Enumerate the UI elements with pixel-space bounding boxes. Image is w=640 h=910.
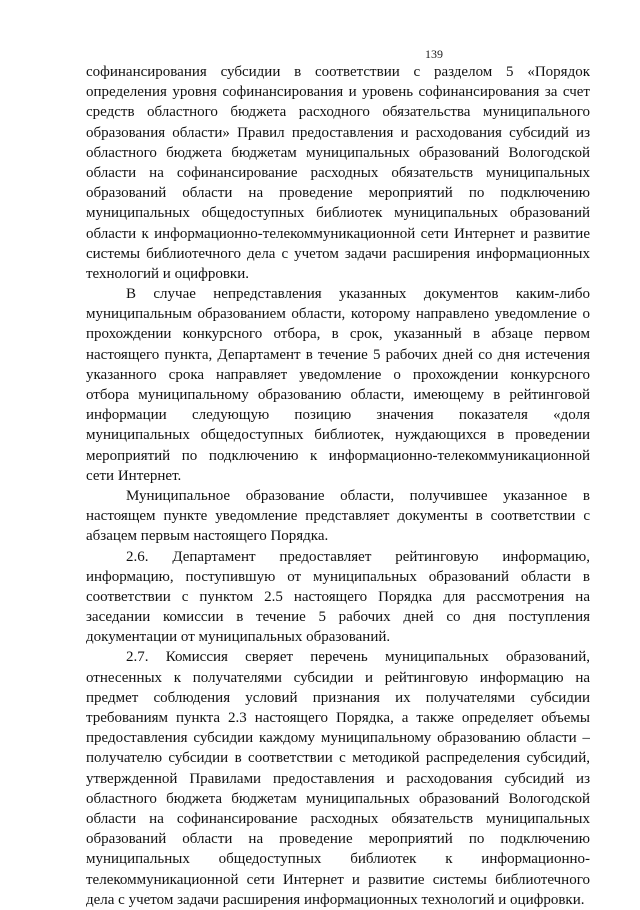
- text-line: муниципальным образованием области, которому направлено уведомление о: [86, 306, 590, 323]
- text-line: образований области на проведение мероприятий по подключению: [86, 831, 590, 848]
- body-text: [86, 62, 590, 910]
- text-line: соответствии с пунктом 2.5 настоящего Порядка для рассмотрения на: [86, 588, 590, 605]
- text-line: образований области на проведение мероприятий по подключению: [86, 185, 590, 202]
- text-line: документации от муниципальных образований.: [86, 629, 391, 646]
- text-line: софинансирования субсидии в соответствии с разделом 5 «Порядок: [86, 64, 590, 80]
- text-line: 2.7. Комиссия сверяет перечень муниципальных образований,: [126, 649, 590, 666]
- text-line: 2.6. Департамент предоставляет рейтинговую информацию,: [126, 548, 590, 565]
- text-line: области к информационно-телекоммуникационной сети Интернет и развитие: [86, 225, 590, 242]
- text-line: указанного срока направляет уведомление о прохождении конкурсного: [86, 366, 590, 383]
- text-line: технологий и оцифровки.: [86, 265, 249, 282]
- text-line: В случае непредставления указанных документов каким-либо: [126, 286, 590, 303]
- text-line: областного бюджета бюджетам муниципальных образований Вологодской: [86, 790, 590, 807]
- text-line: отнесенных к получателями субсидии и рейтинговую информацию на: [86, 669, 590, 686]
- text-line: муниципальных общедоступных библиотек, нуждающихся в проведении: [86, 427, 590, 444]
- text-line: областного бюджета бюджетам муниципальных образований Вологодской: [86, 144, 590, 161]
- text-line: образования области» Правил предоставления и расходования субсидий из: [86, 124, 590, 141]
- text-line: абзацем первым настоящего Порядка.: [86, 528, 329, 545]
- text-line: предмет соблюдения условий признания их получателями субсидии: [86, 689, 590, 706]
- text-line: предоставления субсидии каждому муниципальному образованию области –: [86, 730, 590, 747]
- text-line: определения уровня софинансирования и уровень софинансирования за счет: [86, 84, 590, 101]
- text-line: средств областного бюджета расходного обязательства муниципального: [86, 104, 590, 121]
- text-line: системы библиотечного дела с учетом задачи расширения информационных: [86, 245, 590, 262]
- text-line: получателю субсидии в соответствии с методикой распределения субсидий,: [86, 750, 590, 767]
- text-line: дела с учетом задачи расширения информационных технологий и оцифровки.: [86, 891, 585, 908]
- text-line: настоящего пункта, Департамент в течение 5 рабочих дней со дня истечения: [86, 346, 590, 363]
- text-line: утвержденной Правилами предоставления и расходования субсидий из: [86, 770, 590, 787]
- text-line: настоящем пункте уведомление представляет документы в соответствии с: [86, 508, 590, 525]
- text-line: области на софинансирование расходных обязательств муниципальных: [86, 164, 590, 181]
- text-line: заседании комиссии в течение 5 рабочих дней со дня поступления: [86, 609, 590, 626]
- page-number: 139: [425, 47, 443, 61]
- text-line: информации следующую позицию значения показателя «доля: [86, 407, 590, 424]
- text-line: муниципальных общедоступных библиотек муниципальных образований: [86, 205, 590, 222]
- text-line: мероприятий по подключению к информационно-телекоммуникационной: [86, 447, 590, 464]
- text-line: телекоммуникационной сети Интернет и развитие системы библиотечного: [86, 871, 590, 888]
- text-line: Муниципальное образование области, получившее указанное в: [126, 487, 590, 504]
- text-line: области на софинансирование расходных обязательств муниципальных: [86, 810, 590, 827]
- text-line: отбора муниципальному образованию области, имеющему в рейтинговой: [86, 387, 590, 403]
- text-line: информацию, поступившую от муниципальных образований области в: [86, 568, 590, 585]
- text-line: муниципальных общедоступных библиотек к информационно-: [86, 851, 590, 868]
- text-line: требованиям пункта 2.3 настоящего Порядка, а также определяет объемы: [86, 710, 590, 726]
- text-line: прохождении конкурсного отбора, в срок, указанный в абзаце первом: [86, 326, 590, 343]
- text-line: сети Интернет.: [86, 467, 182, 484]
